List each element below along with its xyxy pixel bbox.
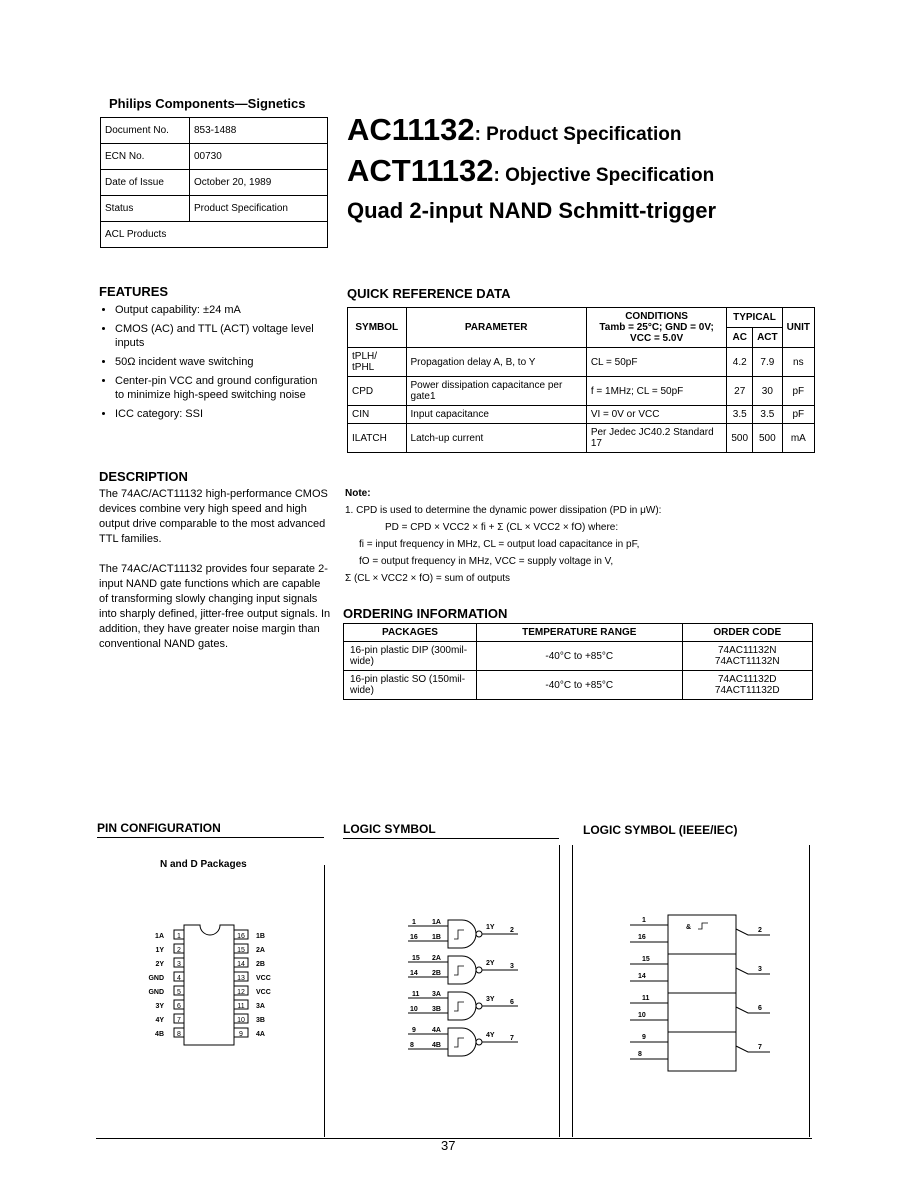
cell-package: 16-pin plastic DIP (300mil-wide)	[344, 642, 477, 671]
table-row	[101, 196, 328, 222]
pin-config-heading: PIN CONFIGURATION	[97, 821, 221, 835]
pin-number-label: 9	[642, 1034, 646, 1041]
output-label: 2Y	[486, 960, 495, 967]
conditions-line: Tamb = 25°C; GND = 0V;	[599, 322, 714, 333]
output-wire	[736, 968, 770, 974]
pin-number-label: 3	[177, 961, 181, 968]
iec-gate-box	[668, 1032, 736, 1071]
cell-temperature: -40°C to +85°C	[477, 671, 683, 700]
list-item: • CMOS (AC) and TTL (ACT) voltage level inputs	[115, 322, 329, 350]
list-item: • Center-pin VCC and ground configuration to minimize high-speed switching noise	[115, 374, 329, 402]
hysteresis-icon	[698, 923, 708, 929]
description-heading: DESCRIPTION	[99, 469, 188, 484]
list-item: • Output capability: ±24 mA	[115, 303, 329, 317]
doc-info-label: Document No.	[101, 118, 190, 144]
cell-temperature: -40°C to +85°C	[477, 642, 683, 671]
list-item: • ICC category: SSI	[115, 407, 329, 421]
note-section	[345, 485, 815, 587]
document-info-table	[100, 117, 328, 248]
quick-reference-section	[347, 286, 815, 453]
table-row	[348, 348, 815, 377]
pin-number-label: 10	[410, 1006, 418, 1013]
cell-conditions: VI = 0V or VCC	[586, 406, 727, 424]
cell-parameter: Power dissipation capacitance per gate1	[406, 377, 586, 406]
col-header-act: ACT	[753, 328, 783, 348]
logic-symbol-heading: LOGIC SYMBOL	[343, 822, 436, 836]
pin-number-label: 1	[412, 919, 416, 926]
pin-number-label: 7	[177, 1017, 181, 1024]
pin-number-label: 14	[237, 961, 245, 968]
conditions-line: VCC = 5.0V	[630, 333, 684, 344]
pin-name-label: 4A	[256, 1031, 265, 1038]
col-header-packages: PACKAGES	[344, 624, 477, 642]
pin-number-label: 15	[642, 956, 650, 963]
pin-config-subheading: N and D Packages	[160, 859, 247, 870]
title-ac-spec: : Product Specification	[474, 124, 682, 145]
table-row	[348, 424, 815, 453]
features-list	[99, 303, 329, 421]
pin-number-label: 14	[410, 970, 418, 977]
note-line: Σ (CL × VCC2 × fO) = sum of outputs	[345, 573, 511, 584]
iec-gates	[630, 915, 770, 1071]
iec-gate-box	[668, 993, 736, 1032]
cell-symbol: CPD	[348, 377, 407, 406]
pin-number-label: 8	[177, 1031, 181, 1038]
col-header-unit: UNIT	[782, 308, 814, 348]
pin-name-label: 4B	[155, 1031, 164, 1038]
section-rule	[559, 845, 560, 1137]
pin-number-label: 5	[177, 989, 181, 996]
inverter-bubble-icon	[476, 1039, 482, 1045]
hysteresis-icon	[454, 966, 464, 975]
pin-name-label: 1A	[155, 933, 164, 940]
pin-name-label: 2B	[256, 961, 265, 968]
doc-info-value: 00730	[190, 144, 328, 170]
pin-number-label: 3	[758, 966, 762, 973]
output-wire	[736, 1046, 770, 1052]
pin-number-label: 16	[237, 933, 245, 940]
col-header-order-code: ORDER CODE	[682, 624, 812, 642]
pin-name-label: GND	[148, 989, 164, 996]
cell-conditions: Per Jedec JC40.2 Standard 17	[586, 424, 727, 453]
input-label: 2B	[432, 970, 441, 977]
note-line: 1. CPD is used to determine the dynamic power dissipation (PD in μW):	[345, 505, 662, 516]
iec-symbol-diagram	[630, 905, 780, 1075]
title-act-spec: : Objective Specification	[493, 165, 715, 186]
input-label: 1B	[432, 934, 441, 941]
pin-number-label: 2	[758, 927, 762, 934]
inverter-bubble-icon	[476, 1003, 482, 1009]
input-label: 4B	[432, 1042, 441, 1049]
nand-gate-icon	[448, 920, 476, 948]
table-row	[348, 406, 815, 424]
pin-number-label: 9	[239, 1031, 243, 1038]
doc-info-label: Date of Issue	[101, 170, 190, 196]
pin-name-label: 3A	[256, 1003, 265, 1010]
pin-name-label: 1B	[256, 933, 265, 940]
pin-diagram	[130, 920, 300, 1050]
col-header-conditions	[586, 308, 727, 348]
hysteresis-icon	[454, 1002, 464, 1011]
cell-act: 7.9	[753, 348, 783, 377]
table-row	[344, 671, 813, 700]
pin-number-label: 16	[410, 934, 418, 941]
cell-conditions: CL = 50pF	[586, 348, 727, 377]
iec-gate-box	[668, 915, 736, 954]
cell-ac: 500	[727, 424, 753, 453]
cell-symbol: ILATCH	[348, 424, 407, 453]
pin-number-label: 7	[758, 1044, 762, 1051]
pin-name-label: GND	[148, 975, 164, 982]
product-line: ACL Products	[101, 222, 328, 248]
cell-package: 16-pin plastic SO (150mil-wide)	[344, 671, 477, 700]
pin-name-label: 1Y	[155, 947, 164, 954]
col-header-temperature: TEMPERATURE RANGE	[477, 624, 683, 642]
logic-symbol-iec-heading: LOGIC SYMBOL (IEEE/IEC)	[583, 823, 738, 837]
col-header-ac: AC	[727, 328, 753, 348]
cell-ac: 4.2	[727, 348, 753, 377]
section-rule	[572, 845, 573, 1137]
pin-number-label: 2	[177, 947, 181, 954]
order-code: 74AC11132D	[717, 674, 777, 685]
pin-number-label: 1	[177, 933, 181, 940]
order-code: 74AC11132N	[717, 645, 777, 656]
input-label: 1A	[432, 919, 441, 926]
pin-name-label: 2A	[256, 947, 265, 954]
table-row	[101, 118, 328, 144]
pin-number-label: 1	[642, 917, 646, 924]
input-label: 3B	[432, 1006, 441, 1013]
output-label: 4Y	[486, 1032, 495, 1039]
cell-symbol: CIN	[348, 406, 407, 424]
cell-parameter: Latch-up current	[406, 424, 586, 453]
cell-unit: pF	[782, 406, 814, 424]
pin-number-label: 9	[412, 1027, 416, 1034]
cell-parameter: Input capacitance	[406, 406, 586, 424]
ordering-section	[343, 606, 813, 700]
table-header-row	[348, 308, 815, 328]
features-heading: FEATURES	[99, 284, 169, 299]
title-act	[347, 153, 716, 194]
pin-name-label: VCC	[256, 989, 271, 996]
note-title: Note:	[345, 488, 371, 499]
cell-unit: ns	[782, 348, 814, 377]
note-line: PD = CPD × VCC2 × fi + Σ (CL × VCC2 × fO) where:	[385, 522, 619, 533]
output-label: 3Y	[486, 996, 495, 1003]
pin-number-label: 12	[237, 989, 245, 996]
pin-number-label: 10	[638, 1012, 646, 1019]
nand-gate-icon	[448, 956, 476, 984]
cell-ac: 3.5	[727, 406, 753, 424]
hysteresis-icon	[454, 930, 464, 939]
pin-number-label: 8	[638, 1051, 642, 1058]
doc-info-value: Product Specification	[190, 196, 328, 222]
pin-number-label: 10	[237, 1017, 245, 1024]
output-label: 1Y	[486, 924, 495, 931]
quick-reference-table	[347, 307, 815, 453]
table-row	[101, 170, 328, 196]
pin-number-label: 11	[412, 991, 420, 998]
pin-number-label: 16	[638, 934, 646, 941]
col-header-symbol: SYMBOL	[348, 308, 407, 348]
cell-act: 30	[753, 377, 783, 406]
pin-name-label: 3B	[256, 1017, 265, 1024]
doc-info-value: October 20, 1989	[190, 170, 328, 196]
pin-name-label: VCC	[256, 975, 271, 982]
pin-number-label: 3	[510, 963, 514, 970]
ic-package-outline	[184, 925, 234, 1045]
pin-name-label: 3Y	[155, 1003, 164, 1010]
section-rule	[97, 837, 324, 838]
pin-number-label: 13	[237, 975, 245, 982]
pin-number-label: 7	[510, 1035, 514, 1042]
pin-number-label: 6	[510, 999, 514, 1006]
inverter-bubble-icon	[476, 931, 482, 937]
list-item: • 50Ω incident wave switching	[115, 355, 329, 369]
order-code: 74ACT11132N	[714, 656, 780, 667]
title-description: Quad 2-input NAND Schmitt-trigger	[347, 198, 717, 223]
note-line: fO = output frequency in MHz, VCC = supply voltage in V,	[359, 556, 614, 567]
doc-info-value: 853-1488	[190, 118, 328, 144]
cell-order-code	[682, 671, 812, 700]
pin-number-label: 8	[410, 1042, 414, 1049]
order-code: 74ACT11132D	[714, 685, 780, 696]
quick-reference-heading: QUICK REFERENCE DATA	[347, 286, 511, 301]
input-label: 3A	[432, 991, 441, 998]
section-rule	[324, 865, 325, 1137]
note-line: fi = input frequency in MHz, CL = output load capacitance in pF,	[359, 539, 640, 550]
pin-number-label: 11	[237, 1003, 245, 1010]
table-row	[348, 377, 815, 406]
nand-gate-icon	[448, 992, 476, 1020]
cell-unit: pF	[782, 377, 814, 406]
features-section	[99, 284, 329, 426]
pin-number-label: 15	[412, 955, 420, 962]
ordering-heading: ORDERING INFORMATION	[343, 606, 508, 621]
table-header-row	[344, 624, 813, 642]
section-rule	[809, 845, 810, 1137]
title-ac-part: AC11132	[347, 112, 475, 147]
section-rule	[343, 838, 559, 839]
cell-act: 500	[753, 424, 783, 453]
pin-number-label: 2	[510, 927, 514, 934]
description-paragraph: The 74AC/ACT11132 high-performance CMOS devices combine very high speed and high output drive comparable to the most advanced TTL families.	[99, 488, 328, 545]
table-row	[344, 642, 813, 671]
description-paragraph: The 74AC/ACT11132 provides four separate 2-input NAND gate functions which are capable of transforming slowly changing input signals into sharply defined, jitter-free output signals. In addition, they have greater noise margin than conventional NAND gates.	[99, 563, 331, 650]
pin-number-label: 11	[642, 995, 650, 1002]
iec-gate-box	[668, 954, 736, 993]
pin-number-label: 4	[177, 975, 181, 982]
col-header-parameter: PARAMETER	[406, 308, 586, 348]
doc-info-label: Status	[101, 196, 190, 222]
doc-info-label: ECN No.	[101, 144, 190, 170]
page-number: 37	[441, 1138, 456, 1153]
title-ac	[347, 112, 716, 153]
input-label: 4A	[432, 1027, 441, 1034]
description-section	[99, 469, 331, 667]
cell-parameter: Propagation delay A, B, to Y	[406, 348, 586, 377]
input-label: 2A	[432, 955, 441, 962]
table-row	[101, 144, 328, 170]
cell-act: 3.5	[753, 406, 783, 424]
inverter-bubble-icon	[476, 967, 482, 973]
ordering-table	[343, 623, 813, 700]
logic-gates	[408, 919, 518, 1056]
table-row	[101, 222, 328, 248]
output-wire	[736, 1007, 770, 1013]
logic-symbol-diagram	[400, 910, 530, 1060]
and-qualifier-label: &	[686, 924, 692, 931]
title-block	[347, 112, 716, 224]
company-name: Philips Components—Signetics	[109, 96, 306, 111]
conditions-line: CONDITIONS	[625, 311, 688, 322]
cell-ac: 27	[727, 377, 753, 406]
pin-number-label: 6	[758, 1005, 762, 1012]
pin-number-label: 6	[177, 1003, 181, 1010]
cell-order-code	[682, 642, 812, 671]
pin-name-label: 2Y	[155, 961, 164, 968]
title-act-part: ACT11132	[347, 153, 494, 188]
right-pins	[234, 930, 271, 1038]
left-pins	[148, 930, 184, 1038]
hysteresis-icon	[454, 1038, 464, 1047]
pin-number-label: 14	[638, 973, 646, 980]
cell-symbol: tPLH/ tPHL	[348, 348, 407, 377]
nand-gate-icon	[448, 1028, 476, 1056]
pin-number-label: 15	[237, 947, 245, 954]
cell-conditions: f = 1MHz; CL = 50pF	[586, 377, 727, 406]
pin-name-label: 4Y	[155, 1017, 164, 1024]
cell-unit: mA	[782, 424, 814, 453]
col-header-typical: TYPICAL	[727, 308, 782, 328]
output-wire	[736, 929, 770, 935]
